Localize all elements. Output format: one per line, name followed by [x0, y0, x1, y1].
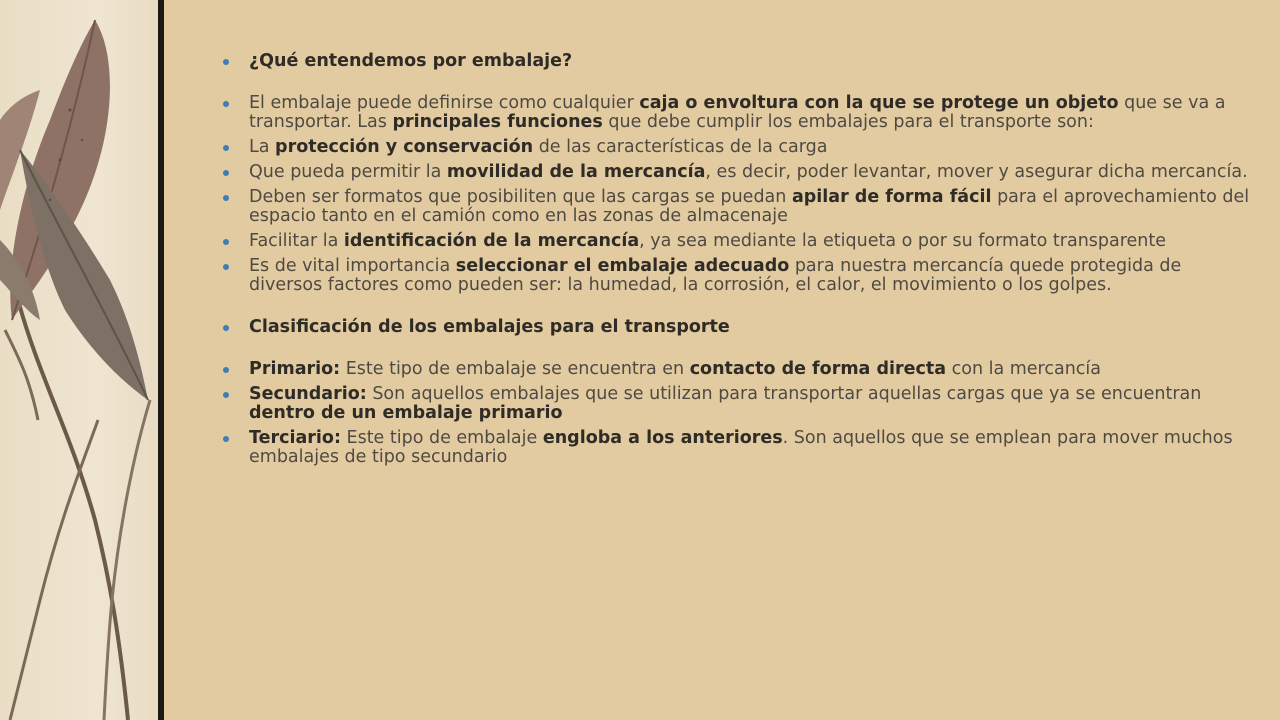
- function-item: [220, 163, 1250, 182]
- text: La: [249, 137, 276, 157]
- leaf-speck: [81, 139, 83, 141]
- classification-heading-item: [220, 318, 1250, 337]
- vertical-divider: [158, 0, 164, 720]
- bold-text: caja o envoltura con la que se protege un objeto: [639, 93, 1119, 113]
- bold-text: contacto de forma directa: [689, 359, 947, 379]
- type-label: Terciario:: [249, 428, 341, 448]
- slide-content: [220, 52, 1250, 467]
- text: Son aquellos embalajes que se utilizan para transportar aquellas cargas que ya se encuentran: [366, 384, 1202, 404]
- bullet-icon: [223, 59, 229, 65]
- bold-text: movilidad de la mercancía: [446, 162, 706, 182]
- bullet-icon: [223, 101, 229, 107]
- type-item-primario: [220, 360, 1250, 379]
- bullet-icon: [223, 325, 229, 331]
- question-heading: ¿Qué entendemos por embalaje?: [249, 51, 573, 71]
- leaf-speck: [59, 159, 62, 162]
- text: que se va a transportar. Las: [249, 93, 1226, 132]
- text: Deben ser formatos que posibiliten que las cargas se puedan: [249, 187, 792, 207]
- function-item: [220, 232, 1250, 251]
- text: para el aprovechamiento del espacio tanto en el camión como en las zonas de almacenaje: [249, 187, 1250, 226]
- text: que debe cumplir los embalajes para el transporte son:: [602, 112, 1094, 132]
- bold-text: engloba a los anteriores: [542, 428, 783, 448]
- text: . Son aquellos que se emplean para mover muchos embalajes de tipo secundario: [249, 428, 1233, 467]
- bullet-icon: [223, 367, 229, 373]
- bullet-icon: [223, 170, 229, 176]
- function-item: [220, 188, 1250, 226]
- stem: [104, 400, 150, 720]
- type-label: Secundario:: [249, 384, 367, 404]
- type-label: Primario:: [249, 359, 341, 379]
- bullet-icon: [223, 436, 229, 442]
- decorative-side-panel: [0, 0, 158, 720]
- bullet-icon: [223, 264, 229, 270]
- leaf-speck: [69, 109, 72, 112]
- text: Este tipo de embalaje: [340, 428, 543, 448]
- bold-text: protección y conservación: [275, 137, 534, 157]
- bullet-icon: [223, 239, 229, 245]
- function-item: [220, 257, 1250, 295]
- dried-leaves-illustration: [0, 0, 158, 720]
- bullet-icon: [223, 195, 229, 201]
- text: El embalaje puede definirse como cualquier: [249, 93, 640, 113]
- text: , ya sea mediante la etiqueta o por su formato transparente: [639, 231, 1167, 251]
- bold-text: principales funciones: [392, 112, 603, 132]
- bold-text: apilar de forma fácil: [791, 187, 992, 207]
- definition-item: [220, 94, 1250, 132]
- classification-heading: Clasificación de los embalajes para el transporte: [249, 317, 730, 337]
- leaf-speck: [49, 199, 51, 201]
- stem: [10, 420, 98, 720]
- bold-text: dentro de un embalaje primario: [249, 403, 563, 423]
- text: Que pueda permitir la: [249, 162, 447, 182]
- text: Facilitar la: [249, 231, 344, 251]
- type-item-secundario: [220, 385, 1250, 423]
- text: Es de vital importancia: [249, 256, 456, 276]
- text: Este tipo de embalaje se encuentra en: [340, 359, 690, 379]
- text: con la mercancía: [946, 359, 1102, 379]
- text: , es decir, poder levantar, mover y asegurar dicha mercancía.: [705, 162, 1248, 182]
- type-item-terciario: [220, 429, 1250, 467]
- text: para nuestra mercancía quede protegida de diversos factores como pueden ser: la humedad, la corrosión, el calor, el movimiento o los golpes.: [249, 256, 1182, 295]
- function-item: [220, 138, 1250, 157]
- text: de las características de la carga: [533, 137, 828, 157]
- bold-text: identificación de la mercancía: [343, 231, 640, 251]
- bold-text: seleccionar el embalaje adecuado: [455, 256, 790, 276]
- bullet-icon: [223, 145, 229, 151]
- question-heading-item: [220, 52, 1250, 71]
- bullet-icon: [223, 392, 229, 398]
